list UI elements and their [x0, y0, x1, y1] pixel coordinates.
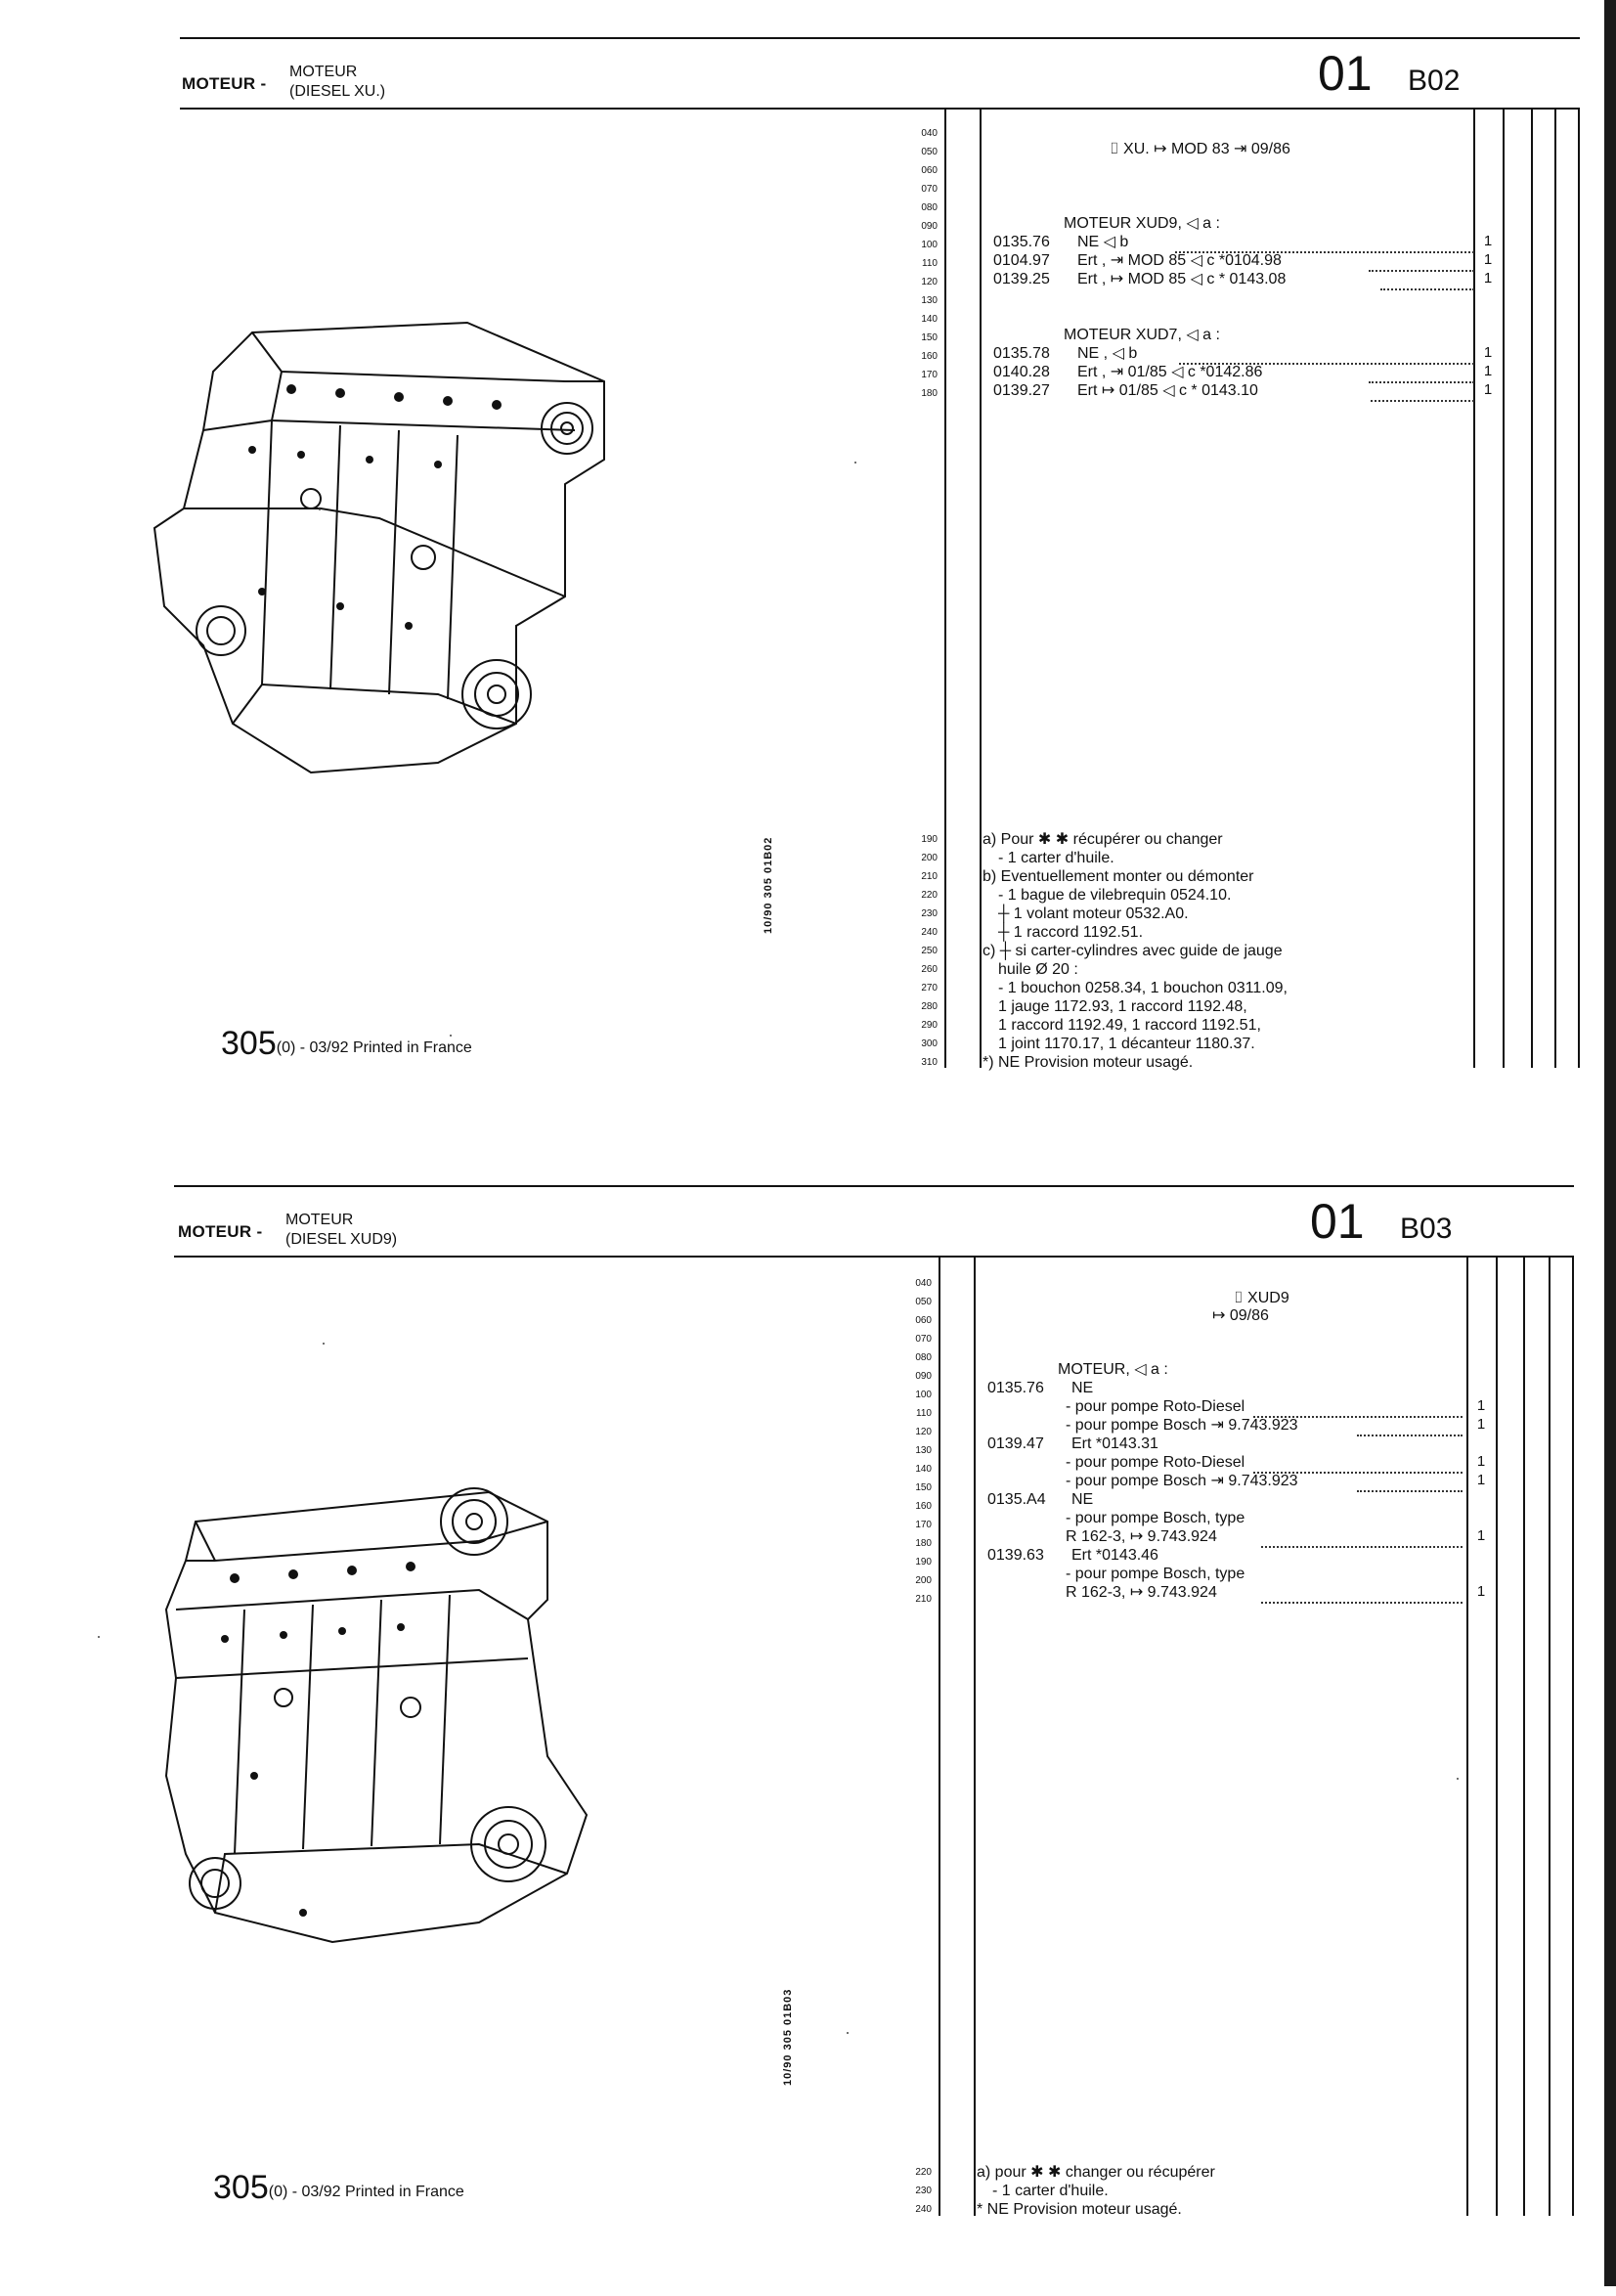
group-number: 01 [1310, 1194, 1365, 1249]
column-divider [1473, 110, 1475, 1068]
column-divider [1572, 1258, 1574, 2216]
leader-dots [1369, 370, 1474, 383]
column-divider [1554, 110, 1556, 1068]
line-number: 060 [915, 1315, 932, 1326]
quantity: 1 [1476, 1453, 1486, 1470]
line-number: 240 [921, 927, 938, 938]
line-number: 230 [921, 908, 938, 919]
part-ref: 0140.28 [993, 364, 1050, 380]
line-number: 130 [915, 1445, 932, 1456]
line-number: 070 [915, 1334, 932, 1345]
line-number: 080 [915, 1352, 932, 1363]
part-desc: - pour pompe Bosch, type [1066, 1510, 1245, 1526]
plate-code: B03 [1400, 1213, 1453, 1245]
engine-symbol-icon: ⌷ [1234, 1290, 1248, 1306]
applicability-engine: XUD9 [1247, 1290, 1289, 1306]
subtitle-line-1: MOTEUR [289, 64, 358, 80]
line-number: 140 [915, 1464, 932, 1475]
line-number: 190 [915, 1557, 932, 1567]
line-number: 040 [915, 1278, 932, 1289]
column-divider [1578, 110, 1580, 1068]
column-divider [939, 1258, 940, 2216]
group-heading: MOTEUR XUD9, ◁ a : [1064, 215, 1220, 232]
quantity: 1 [1483, 363, 1493, 379]
note-line: b) Eventuellement monter ou démonter [983, 868, 1254, 885]
part-ref: 0139.47 [987, 1435, 1044, 1452]
note-line: a) Pour ✱ ✱ récupérer ou changer [983, 831, 1223, 848]
quantity: 1 [1483, 270, 1493, 287]
part-desc: R 162-3, ↦ 9.743.924 [1066, 1584, 1217, 1601]
line-number: 110 [916, 1408, 932, 1419]
line-number: 100 [921, 240, 938, 250]
column-divider [974, 1258, 976, 2216]
line-number: 160 [915, 1501, 932, 1512]
group-number: 01 [1318, 46, 1373, 101]
line-number: 060 [921, 165, 938, 176]
footer-text: (0) - 03/92 Printed in France [276, 1039, 472, 1056]
line-number: 170 [915, 1520, 932, 1530]
note-line: ┼ 1 raccord 1192.51. [998, 924, 1144, 941]
group-heading: MOTEUR, ◁ a : [1058, 1361, 1168, 1378]
column-divider [1466, 1258, 1468, 2216]
note-line: c) ┼ si carter-cylindres avec guide de jauge [983, 943, 1283, 959]
line-number: 180 [921, 388, 938, 399]
vertical-reference: 10/90 305 01B03 [782, 1988, 794, 2086]
engine-symbol-icon: ⌷ [1110, 141, 1124, 157]
line-number: 160 [921, 351, 938, 362]
part-desc: Ert ↦ 01/85 ◁ c * 0143.10 [1077, 382, 1258, 399]
part-desc: - pour pompe Roto-Diesel [1066, 1398, 1245, 1415]
note-line: a) pour ✱ ✱ changer ou récupérer [977, 2164, 1215, 2181]
section-title: MOTEUR - [178, 1222, 263, 1241]
note-line: huile Ø 20 : [998, 961, 1078, 978]
part-ref: 0135.78 [993, 345, 1050, 362]
line-number: 210 [921, 871, 938, 882]
scan-speck [323, 1343, 325, 1345]
note-line: 1 jauge 1172.93, 1 raccord 1192.48, [998, 998, 1247, 1015]
line-numbers-top [908, 124, 938, 403]
page-footer [213, 2169, 464, 2207]
leader-dots [1380, 277, 1474, 290]
note-line: - 1 bouchon 0258.34, 1 bouchon 0311.09, [998, 980, 1288, 996]
subtitle-line-2: (DIESEL XU.) [289, 83, 386, 100]
line-number: 260 [921, 964, 938, 975]
top-rule [174, 1185, 1574, 1187]
quantity: 1 [1476, 1527, 1486, 1544]
part-ref: 0135.76 [987, 1380, 1044, 1396]
line-number: 290 [921, 1020, 938, 1031]
line-number: 110 [922, 258, 938, 269]
section-title: MOTEUR - [182, 74, 267, 93]
line-number: 150 [915, 1482, 932, 1493]
part-ref: 0135.A4 [987, 1491, 1046, 1508]
leader-dots [1371, 388, 1474, 402]
scan-speck [450, 1035, 452, 1037]
leader-dots [1357, 1479, 1463, 1492]
scan-speck [98, 1636, 100, 1638]
line-number: 100 [915, 1390, 932, 1400]
part-desc: NE , ◁ b [1077, 345, 1138, 362]
line-number: 090 [921, 221, 938, 232]
line-number: 180 [915, 1538, 932, 1549]
note-line: 1 joint 1170.17, 1 décanteur 1180.37. [998, 1036, 1255, 1052]
column-divider [1549, 1258, 1550, 2216]
scan-speck [847, 2032, 849, 2034]
engine-illustration [156, 1463, 606, 1952]
line-number: 220 [915, 2167, 932, 2178]
applicability-date: ↦ 09/86 [1212, 1307, 1269, 1324]
leader-dots [1261, 1590, 1463, 1604]
line-number: 200 [921, 853, 938, 863]
scan-speck [1457, 1778, 1459, 1780]
part-ref: 0139.25 [993, 271, 1050, 287]
column-divider [944, 110, 946, 1068]
part-desc: - pour pompe Roto-Diesel [1066, 1454, 1245, 1471]
part-desc: - pour pompe Bosch ⇥ 9.743.923 [1066, 1473, 1298, 1489]
part-ref: 0139.27 [993, 382, 1050, 399]
catalog-page-b03 [0, 1152, 1616, 2296]
line-number: 140 [921, 314, 938, 325]
subtitle-line-1: MOTEUR [285, 1212, 354, 1228]
line-number: 070 [921, 184, 938, 195]
note-line: 1 raccord 1192.49, 1 raccord 1192.51, [998, 1017, 1261, 1034]
footer-model: 305 [213, 2169, 269, 2206]
quantity: 1 [1483, 381, 1493, 398]
quantity: 1 [1476, 1416, 1486, 1433]
line-numbers-bottom [902, 2163, 932, 2219]
part-ref: 0104.97 [993, 252, 1050, 269]
page-footer [221, 1025, 472, 1063]
engine-illustration [145, 313, 624, 782]
line-number: 050 [921, 147, 938, 157]
part-desc: NE [1071, 1380, 1094, 1396]
note-line: * NE Provision moteur usagé. [977, 2201, 1182, 2218]
leader-dots [1369, 258, 1474, 272]
line-number: 050 [915, 1297, 932, 1307]
part-desc: - pour pompe Bosch, type [1066, 1566, 1245, 1582]
vertical-reference: 10/90 305 01B02 [763, 836, 774, 934]
quantity: 1 [1483, 344, 1493, 361]
note-line: *) NE Provision moteur usagé. [983, 1054, 1194, 1071]
group-heading: MOTEUR XUD7, ◁ a : [1064, 327, 1220, 343]
line-numbers-top [902, 1274, 932, 1609]
part-ref: 0139.63 [987, 1547, 1044, 1564]
line-number: 150 [921, 332, 938, 343]
part-desc: Ert , ↦ MOD 85 ◁ c * 0143.08 [1077, 271, 1287, 287]
subtitle-line-2: (DIESEL XUD9) [285, 1231, 398, 1248]
part-desc: Ert *0143.46 [1071, 1547, 1158, 1564]
scan-speck [854, 462, 856, 464]
quantity: 1 [1483, 233, 1493, 249]
top-rule [180, 37, 1580, 39]
part-desc: Ert , ⇥ 01/85 ◁ c *0142.86 [1077, 364, 1263, 380]
section-subtitle [289, 63, 385, 102]
line-number: 310 [921, 1057, 938, 1068]
note-line: - 1 carter d'huile. [998, 850, 1114, 866]
line-number: 270 [921, 983, 938, 993]
scan-speck [319, 508, 321, 510]
column-divider [1503, 110, 1505, 1068]
line-numbers-bottom [908, 830, 938, 1072]
line-number: 040 [921, 128, 938, 139]
line-number: 170 [921, 370, 938, 380]
line-number: 190 [921, 834, 938, 845]
quantity: 1 [1476, 1583, 1486, 1600]
line-number: 250 [921, 946, 938, 956]
applicability [1234, 1289, 1289, 1307]
leader-dots [1357, 1423, 1463, 1436]
line-number: 300 [921, 1038, 938, 1049]
line-number: 120 [921, 277, 938, 287]
part-desc: - pour pompe Bosch ⇥ 9.743.923 [1066, 1417, 1298, 1434]
line-number: 200 [915, 1575, 932, 1586]
line-number: 210 [915, 1594, 932, 1605]
part-desc: R 162-3, ↦ 9.743.924 [1066, 1528, 1217, 1545]
header-rule [174, 1256, 1574, 1258]
line-number: 280 [921, 1001, 938, 1012]
note-line: - 1 carter d'huile. [992, 2183, 1109, 2199]
part-desc: NE [1071, 1491, 1094, 1508]
column-divider [980, 110, 982, 1068]
header-rule [180, 108, 1580, 110]
line-number: 130 [921, 295, 938, 306]
note-line: ┼ 1 volant moteur 0532.A0. [998, 905, 1189, 922]
catalog-page-b02 [0, 0, 1616, 1144]
applicability-text: XU. ↦ MOD 83 ⇥ 09/86 [1123, 141, 1290, 157]
part-ref: 0135.76 [993, 234, 1050, 250]
column-divider [1531, 110, 1533, 1068]
quantity: 1 [1476, 1397, 1486, 1414]
line-number: 220 [921, 890, 938, 901]
line-number: 090 [915, 1371, 932, 1382]
column-divider [1523, 1258, 1525, 2216]
line-number: 230 [915, 2186, 932, 2196]
applicability [1110, 140, 1290, 158]
section-subtitle [285, 1211, 397, 1250]
part-desc: Ert *0143.31 [1071, 1435, 1158, 1452]
column-divider [1496, 1258, 1498, 2216]
part-desc: Ert , ⇥ MOD 85 ◁ c *0104.98 [1077, 252, 1282, 269]
plate-code: B02 [1408, 65, 1461, 97]
footer-text: (0) - 03/92 Printed in France [268, 2184, 464, 2200]
note-line: - 1 bague de vilebrequin 0524.10. [998, 887, 1232, 904]
quantity: 1 [1483, 251, 1493, 268]
quantity: 1 [1476, 1472, 1486, 1488]
line-number: 120 [915, 1427, 932, 1437]
part-desc: NE ◁ b [1077, 234, 1129, 250]
line-number: 240 [915, 2204, 932, 2215]
footer-model: 305 [221, 1025, 277, 1062]
line-number: 080 [921, 202, 938, 213]
leader-dots [1261, 1534, 1463, 1548]
